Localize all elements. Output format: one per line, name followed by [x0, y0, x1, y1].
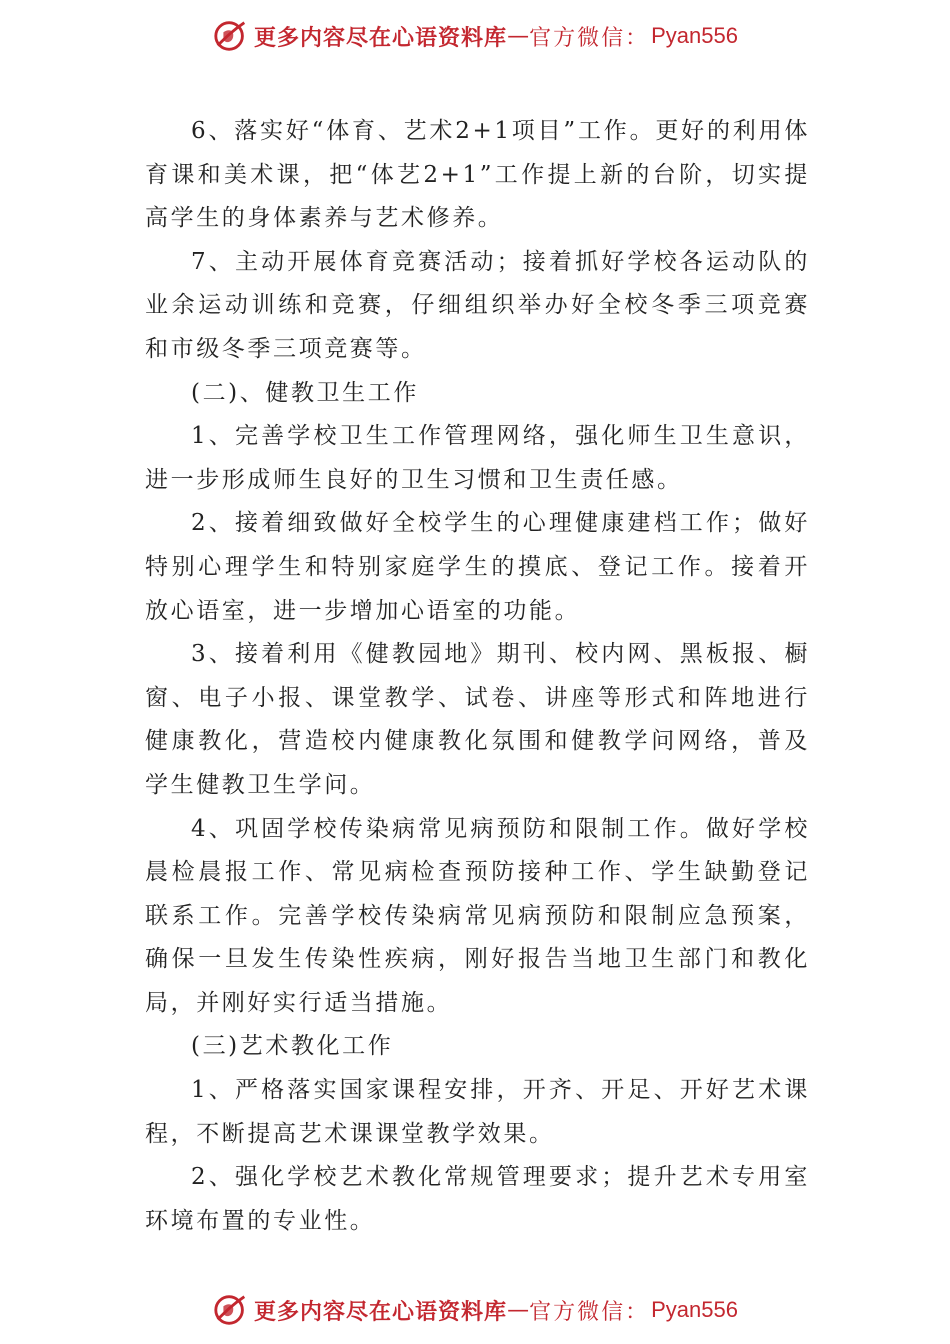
paragraph-art-management: 2、强化学校艺术教化常规管理要求；提升艺术专用室环境布置的专业性。	[145, 1164, 810, 1234]
footer-separator: —	[507, 1297, 530, 1323]
paragraph-sport-art-project: 6、落实好“体育、艺术2+1项目”工作。更好的利用体育课和美术课，把“体艺2+1”工作提上新的台阶，切实提高学生的身体素养与艺术修养。	[145, 118, 810, 232]
header-wechat-label: 官方微信：	[529, 25, 650, 51]
header-banner	[0, 14, 950, 58]
document-body	[145, 110, 810, 1243]
paragraph-disease-prevention: 4、巩固学校传染病常见病预防和限制工作。做好学校晨检晨报工作、常见病检查预防接种工作、学生缺勤登记联系工作。完善学校传染病常见病预防和限制应急预案，确保一旦发生传染性疾病，刚好报告当地卫生部门和教化局，并刚好实行适当措施。	[145, 815, 810, 1016]
brand-logo-icon	[212, 17, 250, 55]
paragraph-mental-health: 2、接着细致做好全校学生的心理健康建档工作；做好特别心理学生和特别家庭学生的摸底、登记工作。接着开放心语室，进一步增加心语室的功能。	[145, 510, 810, 624]
header-brand-text: 更多内容尽在心语资料库	[254, 24, 508, 51]
section-heading-health: (二)、健教卫生工作	[191, 379, 419, 406]
header-wechat-id: Pyan556	[651, 23, 738, 48]
footer-wechat-id: Pyan556	[651, 1297, 738, 1322]
paragraph-health-education: 3、接着利用《健教园地》期刊、校内网、黑板报、橱窗、电子小报、课堂教学、试卷、讲座等形式和阵地进行健康教化，营造校内健康教化氛围和健教学问网络，普及学生健教卫生学问。	[145, 641, 810, 798]
section-heading-art: (三)艺术教化工作	[191, 1033, 394, 1060]
brand-logo-icon	[212, 1291, 250, 1329]
paragraph-art-curriculum: 1、严格落实国家课程安排，开齐、开足、开好艺术课程，不断提高艺术课课堂教学效果。	[145, 1077, 810, 1147]
footer-brand-text: 更多内容尽在心语资料库	[254, 1298, 508, 1325]
header-separator: —	[507, 23, 530, 49]
paragraph-health-network: 1、完善学校卫生工作管理网络，强化师生卫生意识，进一步形成师生良好的卫生习惯和卫生责任感。	[145, 423, 810, 493]
paragraph-sport-competition: 7、主动开展体育竞赛活动；接着抓好学校各运动队的业余运动训练和竞赛，仔细组织举办好全校冬季三项竞赛和市级冬季三项竞赛等。	[145, 248, 810, 362]
footer-wechat-label: 官方微信：	[529, 1299, 650, 1325]
footer-banner	[0, 1288, 950, 1332]
